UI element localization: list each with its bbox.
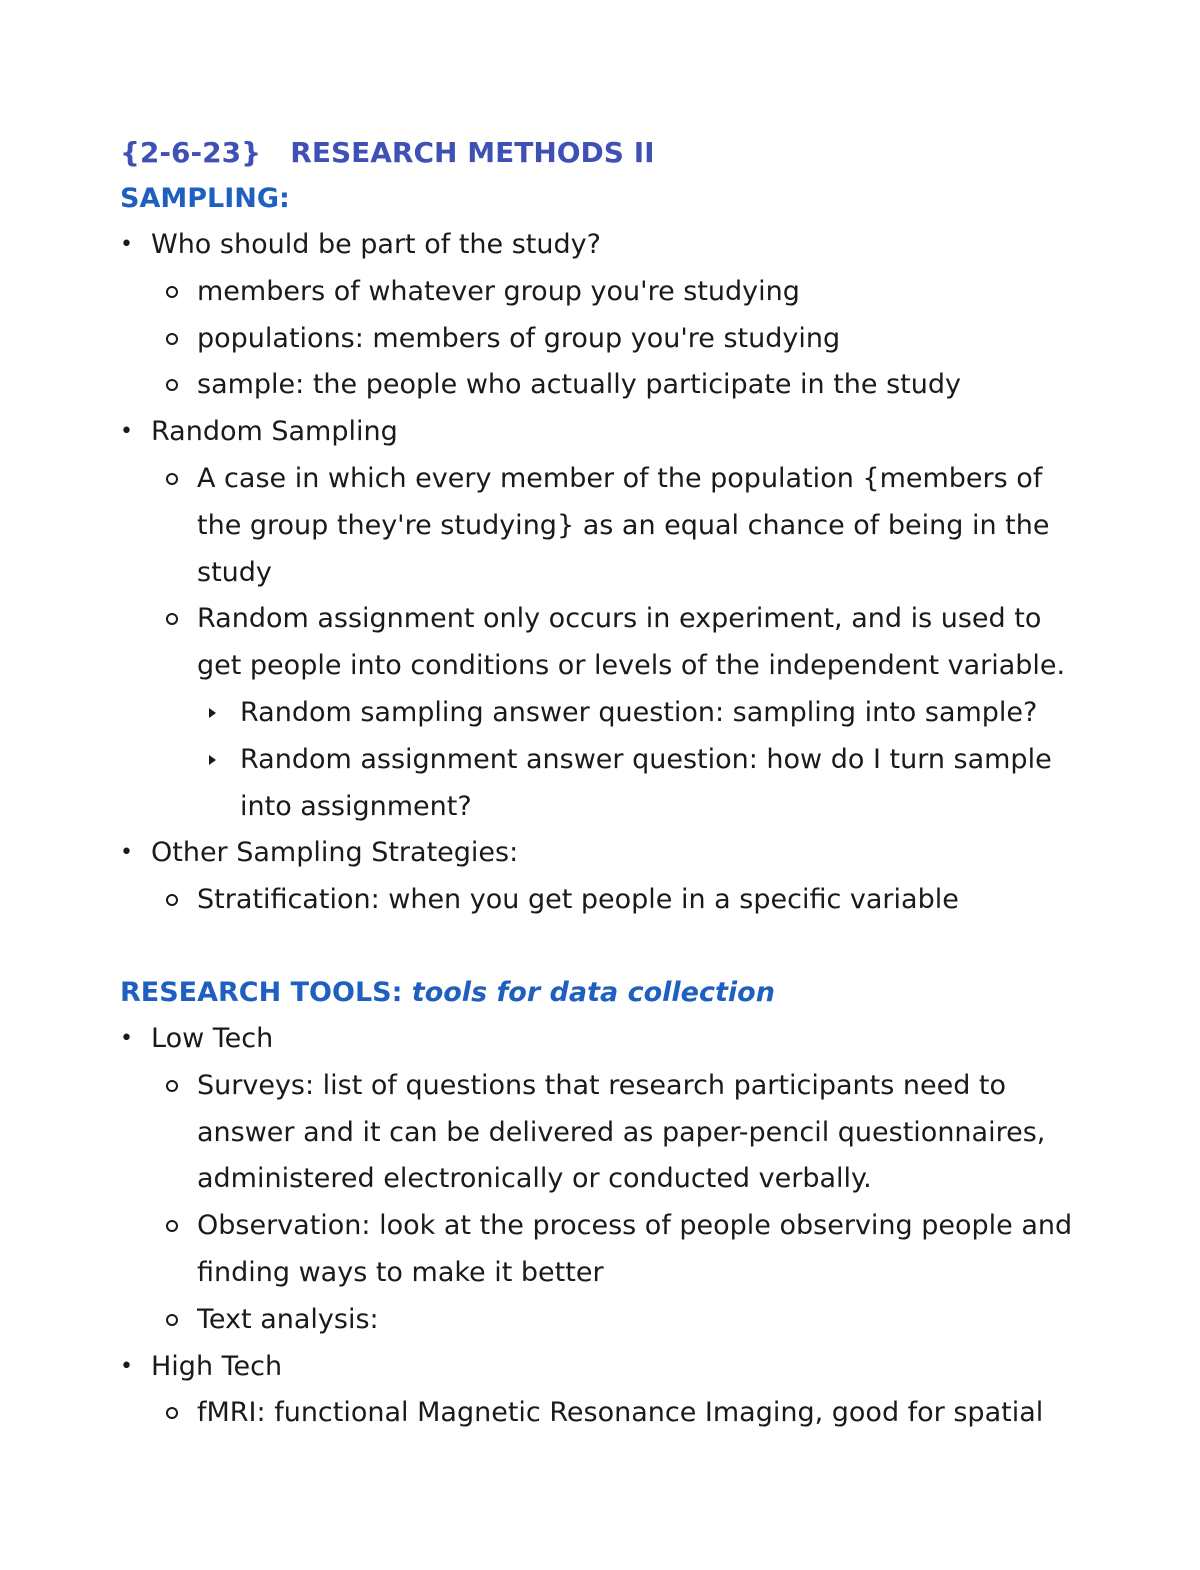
list-item-text: fMRI: functional Magnetic Resonance Imaging, good for spatial	[197, 1397, 1044, 1429]
list-item	[166, 362, 1080, 409]
bullet-circle-icon	[166, 333, 178, 345]
bullet-circle-icon	[166, 286, 178, 298]
bullet-circle-icon	[166, 1080, 178, 1092]
bullet-circle-icon	[166, 894, 178, 906]
list-item-text: Text analysis:	[197, 1303, 379, 1335]
sub-list	[166, 456, 1080, 830]
list-item	[120, 830, 1080, 924]
list-item	[120, 222, 1080, 409]
bullet-circle-icon	[166, 1407, 178, 1419]
list-item	[166, 596, 1080, 830]
bullet-circle-icon	[166, 1220, 178, 1232]
bullet-circle-icon	[166, 613, 178, 625]
bullet-circle-icon	[166, 473, 178, 485]
bullet-dot-icon: •	[120, 840, 133, 866]
list-item-text: Random Sampling	[151, 416, 398, 448]
list-item	[209, 690, 1080, 737]
bullet-circle-icon	[166, 1314, 178, 1326]
list-item	[166, 1390, 1080, 1437]
list-item-text: Who should be part of the study?	[151, 229, 601, 260]
list-item-text: sample: the people who actually participate in the study	[197, 369, 961, 401]
sub-list	[166, 877, 1080, 924]
sub-sub-list	[209, 690, 1080, 830]
list-item	[166, 1203, 1080, 1297]
sub-list	[166, 1063, 1080, 1344]
list-item-text: Low Tech	[151, 1022, 274, 1054]
list-item	[166, 1297, 1080, 1344]
list-item	[120, 1344, 1080, 1438]
bullet-dot-icon: •	[120, 1025, 133, 1051]
list-item-text: Stratification: when you get people in a specific variable	[197, 884, 959, 916]
list-item-text: High Tech	[151, 1350, 283, 1382]
list-item-text: populations: members of group you're studying	[197, 322, 841, 354]
list-item	[166, 1063, 1080, 1203]
list-item-text: A case in which every member of the population {members of the group they're studying} as an equal chance of being in the study	[197, 462, 1050, 588]
list-item	[120, 409, 1080, 830]
bullet-circle-icon	[166, 379, 178, 391]
list-item-text: Observation: look at the process of people observing people and finding ways to make it better	[197, 1210, 1073, 1288]
bullet-triangle-icon	[209, 755, 216, 765]
list-item	[209, 737, 1080, 831]
list-item	[166, 269, 1080, 316]
sub-list	[166, 1390, 1080, 1437]
bullet-triangle-icon	[209, 708, 216, 718]
bullet-dot-icon: •	[120, 232, 133, 257]
list-item	[120, 1016, 1080, 1344]
list-item	[166, 877, 1080, 924]
list-item-text: Random sampling answer question: sampling into sample?	[240, 696, 1038, 728]
list-item	[166, 316, 1080, 363]
document-content	[120, 130, 1080, 1437]
section-spacer	[120, 924, 1080, 970]
research-tools-heading-label: RESEARCH TOOLS:	[120, 976, 403, 1008]
list-item	[166, 456, 1080, 596]
bullet-dot-icon: •	[120, 1353, 133, 1379]
bullet-dot-icon: •	[120, 419, 133, 445]
list-item-text: Random assignment only occurs in experiment, and is used to get people into conditions or levels of the independent variable.	[197, 603, 1066, 682]
research-tools-heading	[120, 970, 1080, 1016]
sampling-heading: SAMPLING:	[120, 183, 290, 214]
sampling-list	[120, 222, 1080, 924]
sub-list	[166, 269, 1080, 409]
research-tools-list	[120, 1016, 1080, 1437]
list-item-text: Random assignment answer question: how do I turn sample into assignment?	[240, 743, 1052, 822]
list-item-text: members of whatever group you're studying	[197, 275, 800, 307]
list-item-text: Surveys: list of questions that research participants need to answer and it can be delivered as paper-pencil questionnaires, administered electronically or conducted verbally.	[197, 1069, 1046, 1195]
list-item-text: Other Sampling Strategies:	[151, 837, 519, 869]
research-tools-subheading: tools for data collection	[402, 976, 775, 1008]
page-title: {2-6-23} RESEARCH METHODS II	[120, 136, 655, 169]
